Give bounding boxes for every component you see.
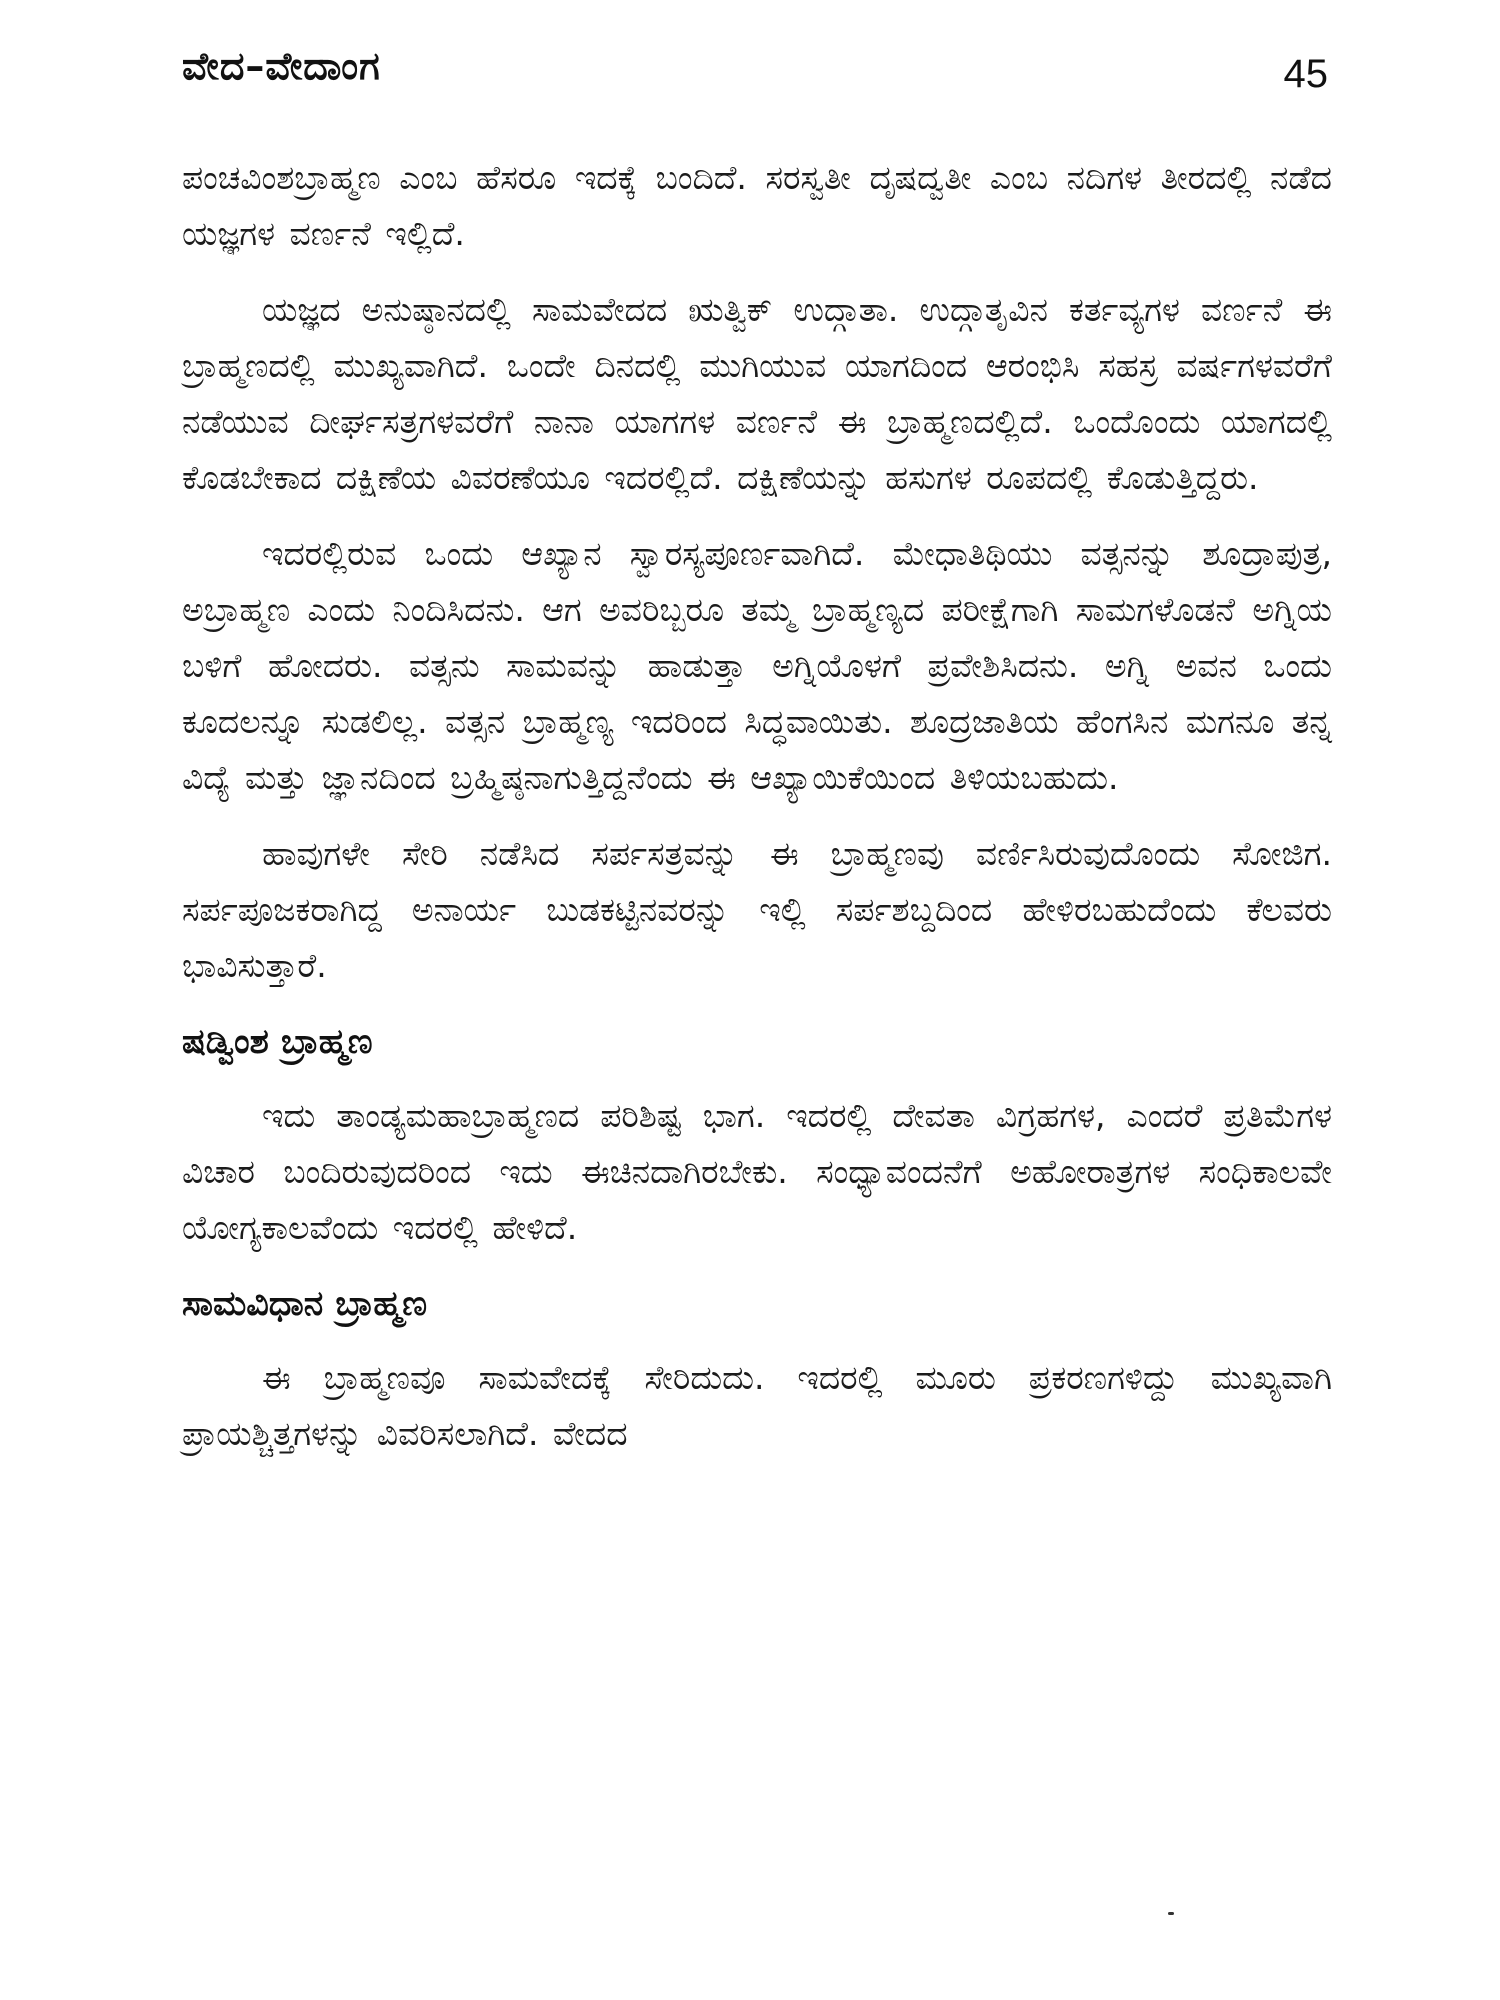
paragraph-sarpasatra: ಹಾವುಗಳೇ ಸೇರಿ ನಡೆಸಿದ ಸರ್ಪಸತ್ರವನ್ನು ಈ ಬ್ರಾಹ್ಮಣವು ವರ್ಣಿಸಿರುವುದೊಂದು ಸೋಜಿಗ. ಸರ್ಪಪೂಜಕರಾಗಿದ್ದ ಅನಾರ್ಯ ಬುಡಕಟ್ಟಿನವರನ್ನು ಇಲ್ಲಿ ಸರ್ಪಶಬ್ದದಿಂದ ಹೇಳಿರಬಹುದೆಂದು ಕೆಲವರು ಭಾವಿಸುತ್ತಾರೆ.: [182, 834, 1332, 985]
ink-speck: [1168, 1912, 1174, 1915]
paragraph-udgata: ಯಜ್ಞದ ಅನುಷ್ಠಾನದಲ್ಲಿ ಸಾಮವೇದದ ಋತ್ವಿಕ್ ಉದ್ಗಾತಾ. ಉದ್ಗಾತೃವಿನ ಕರ್ತವ್ಯಗಳ ವರ್ಣನೆ ಈ ಬ್ರಾಹ್ಮಣದಲ್ಲಿ ಮುಖ್ಯವಾಗಿದೆ. ಒಂದೇ ದಿನದಲ್ಲಿ ಮುಗಿಯುವ ಯಾಗದಿಂದ ಆರಂಭಿಸಿ ಸಹಸ್ರ ವರ್ಷಗಳವರೆಗೆ ನಡೆಯುವ ದೀರ್ಘಸತ್ರಗಳವರೆಗೆ ನಾನಾ ಯಾಗಗಳ ವರ್ಣನೆ ಈ ಬ್ರಾಹ್ಮಣದಲ್ಲಿದೆ. ಒಂದೊಂದು ಯಾಗದಲ್ಲಿ ಕೊಡಬೇಕಾದ ದಕ್ಷಿಣೆಯ ವಿವರಣೆಯೂ ಇದರಲ್ಲಿದೆ. ದಕ್ಷಿಣೆಯನ್ನು ಹಸುಗಳ ರೂಪದಲ್ಲಿ ಕೊಡುತ್ತಿದ್ದರು.: [182, 290, 1332, 497]
page-number: 45: [1283, 52, 1328, 96]
section-heading-shadvimsha: ಷಡ್ವಿಂಶ ಬ್ರಾಹ್ಮಣ: [182, 1022, 373, 1062]
paragraph-shadvimsha: ಇದು ತಾಂಡ್ಯಮಹಾಬ್ರಾಹ್ಮಣದ ಪರಿಶಿಷ್ಟ ಭಾಗ. ಇದರಲ್ಲಿ ದೇವತಾ ವಿಗ್ರಹಗಳ, ಎಂದರೆ ಪ್ರತಿಮೆಗಳ ವಿಚಾರ ಬಂದಿರುವುದರಿಂದ ಇದು ಈಚಿನದಾಗಿರಬೇಕು. ಸಂಧ್ಯಾವಂದನೆಗೆ ಅಹೋರಾತ್ರಗಳ ಸಂಧಿಕಾಲವೇ ಯೋಗ್ಯಕಾಲವೆಂದು ಇದರಲ್ಲಿ ಹೇಳಿದೆ.: [182, 1096, 1332, 1247]
section-heading-samavidhana: ಸಾಮವಿಧಾನ ಬ್ರಾಹ್ಮಣ: [182, 1284, 428, 1324]
paragraph-continued: ಪಂಚವಿಂಶಬ್ರಾಹ್ಮಣ ಎಂಬ ಹೆಸರೂ ಇದಕ್ಕೆ ಬಂದಿದೆ. ಸರಸ್ವತೀ ದೃಷದ್ವತೀ ಎಂಬ ನದಿಗಳ ತೀರದಲ್ಲಿ ನಡೆದ ಯಜ್ಞಗಳ ವರ್ಣನೆ ಇಲ್ಲಿದೆ.: [182, 158, 1332, 253]
paragraph-vatsa-story: ಇದರಲ್ಲಿರುವ ಒಂದು ಆಖ್ಯಾನ ಸ್ವಾರಸ್ಯಪೂರ್ಣವಾಗಿದೆ. ಮೇಧಾತಿಥಿಯು ವತ್ಸನನ್ನು ಶೂದ್ರಾಪುತ್ರ, ಅಬ್ರಾಹ್ಮಣ ಎಂದು ನಿಂದಿಸಿದನು. ಆಗ ಅವರಿಬ್ಬರೂ ತಮ್ಮ ಬ್ರಾಹ್ಮಣ್ಯದ ಪರೀಕ್ಷೆಗಾಗಿ ಸಾಮಗಳೊಡನೆ ಅಗ್ನಿಯ ಬಳಿಗೆ ಹೋದರು. ವತ್ಸನು ಸಾಮವನ್ನು ಹಾಡುತ್ತಾ ಅಗ್ನಿಯೊಳಗೆ ಪ್ರವೇಶಿಸಿದನು. ಅಗ್ನಿ ಅವನ ಒಂದು ಕೂದಲನ್ನೂ ಸುಡಲಿಲ್ಲ. ವತ್ಸನ ಬ್ರಾಹ್ಮಣ್ಯ ಇದರಿಂದ ಸಿದ್ಧವಾಯಿತು. ಶೂದ್ರಜಾತಿಯ ಹೆಂಗಸಿನ ಮಗನೂ ತನ್ನ ವಿದ್ಯೆ ಮತ್ತು ಜ್ಞಾನದಿಂದ ಬ್ರಹ್ಮಿಷ್ಠನಾಗುತ್ತಿದ್ದನೆಂದು ಈ ಆಖ್ಯಾಯಿಕೆಯಿಂದ ತಿಳಿಯಬಹುದು.: [182, 534, 1332, 797]
running-head: ವೇದ–ವೇದಾಂಗ: [182, 44, 381, 88]
page-body: [182, 150, 1332, 1482]
paragraph-samavidhana: ಈ ಬ್ರಾಹ್ಮಣವೂ ಸಾಮವೇದಕ್ಕೆ ಸೇರಿದುದು. ಇದರಲ್ಲಿ ಮೂರು ಪ್ರಕರಣಗಳಿದ್ದು ಮುಖ್ಯವಾಗಿ ಪ್ರಾಯಶ್ಚಿತ್ತಗಳನ್ನು ವಿವರಿಸಲಾಗಿದೆ. ವೇದದ: [182, 1358, 1332, 1453]
